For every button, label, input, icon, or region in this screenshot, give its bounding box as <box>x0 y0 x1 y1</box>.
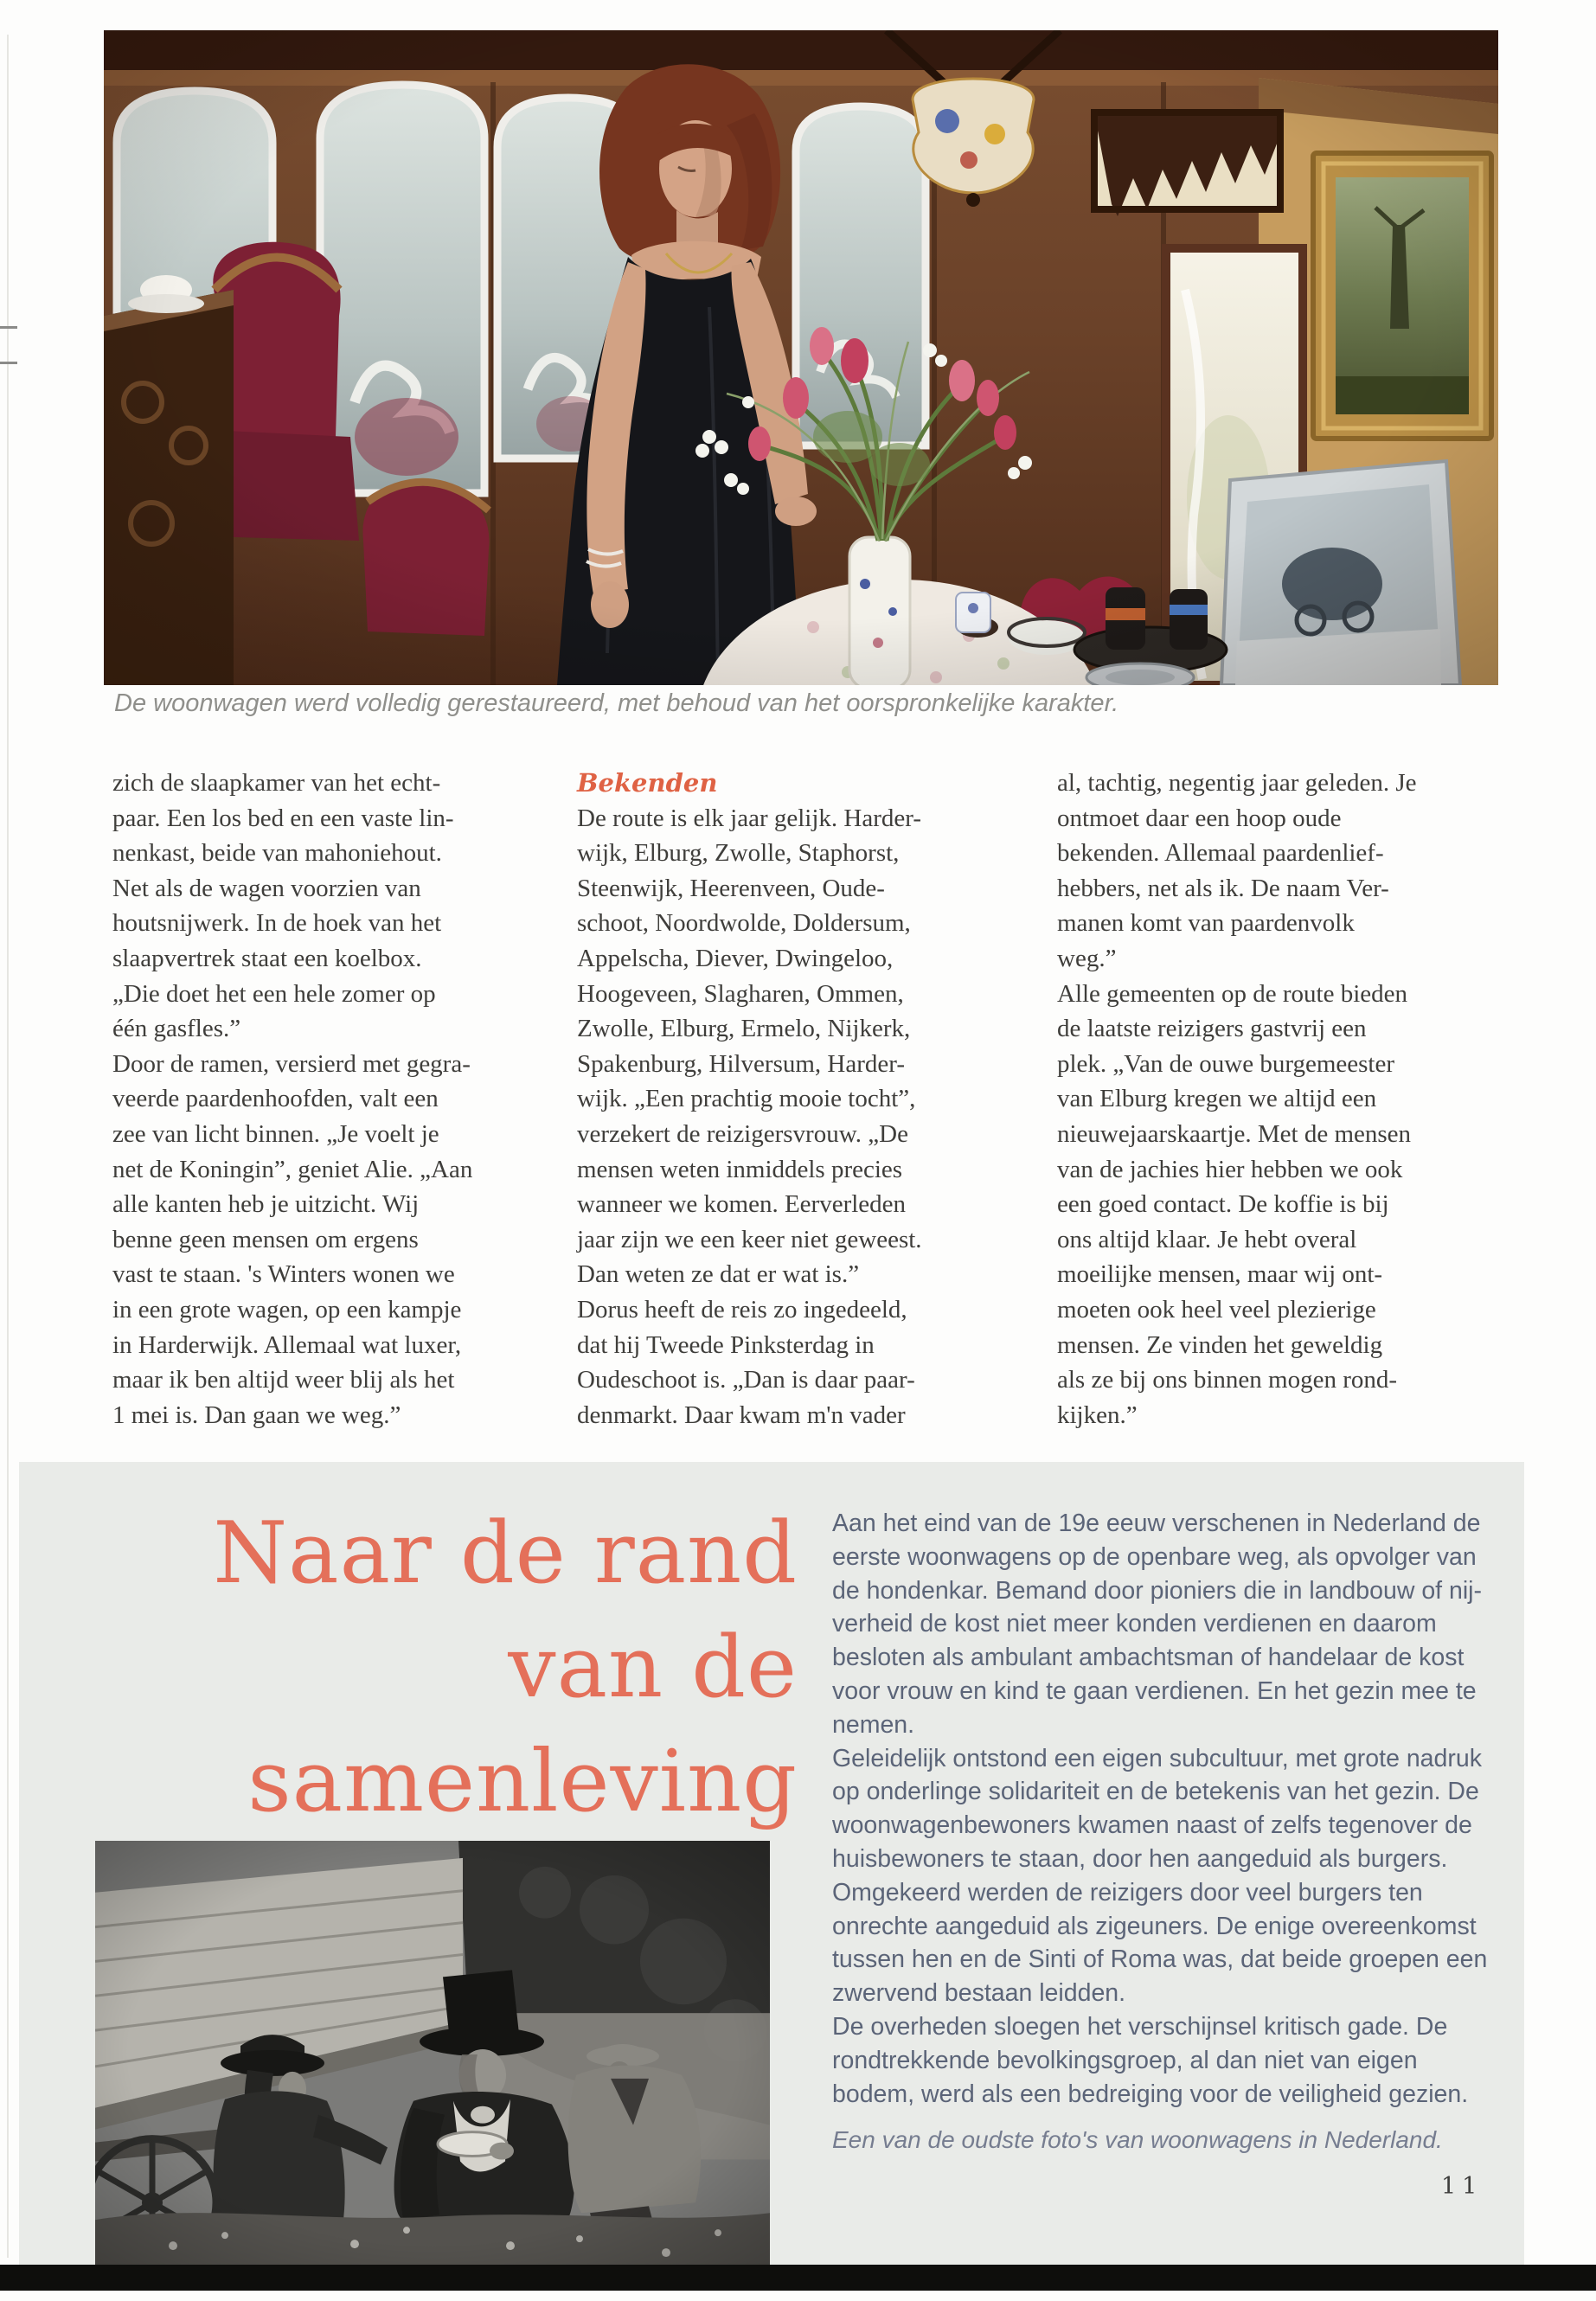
section-heading-bekenden: Bekenden <box>577 768 718 798</box>
article-column-2 <box>577 766 1022 1433</box>
sidebar-title: Naar de rand van de samenleving <box>213 1504 798 1831</box>
photo-caption: De woonwagen werd volledig gerestaureerd, met behoud van het oorspronkelijke karakter. <box>114 689 1119 717</box>
scan-edge-line <box>7 35 9 2258</box>
scan-mark <box>0 326 17 329</box>
scan-mark <box>0 362 17 364</box>
scan-black-strip <box>0 2265 1596 2291</box>
caravan-interior-photo <box>104 30 1498 685</box>
historic-woonwagen-photo <box>95 1841 770 2265</box>
article-column-1: zich de slaapkamer van het echt- paar. Een los bed en een vaste lin- nenkast, beide van mahoniehout. Net als de wagen voorzien van houtsnijwerk. In de hoek van het slaapvertrek staat een koelbox. „Die doet het een hele zomer op één gasfles.” Door de ramen, versierd met gegra- veerde paardenhoofden, valt een zee van licht binnen. „Je voelt je net de Koningin”, geniet Alie. „Aan alle kanten heb je uitzicht. Wij benne geen mensen om ergens vast te staan. 's Winters wonen we in een grote wagen, op een kampje in Harderwijk. Allemaal wat luxer, maar ik ben altijd weer blij als het 1 mei is. Dan gaan we weg.” <box>112 769 473 1429</box>
sidebar-body: Aan het eind van de 19e eeuw verschenen in Nederland de eerste woonwagens op de openbare weg, als opvolger van de hondenkar. Bemand door pioniers die in landbouw of nij- verheid de kost niet meer konden verdienen en daarom besloten als ambulant ambachtsman of handelaar de kost voor vrouw en kind te gaan verdienen. En het gezin mee te nemen. Geleidelijk ontstond een eigen subcultuur, met grote nadruk op onderlinge solidariteit en de betekenis van het gezin. De woonwagenbewoners kwamen naast of zelfs tegenover de huisbewoners te staan, door hen aangeduid als burgers. Omgekeerd werden de reizigers door veel burgers ten onrechte aangeduid als zigeuners. De enige overeenkomst tussen hen en de Sinti of Roma was, dat beide groepen een zwervend bestaan leidden. De overheden sloegen het verschijnsel kritisch gade. De rondtrekkende bevolkingsgroep, al dan niet van eigen bodem, werd als een bedreiging voor de veiligheid gezien. <box>832 1509 1488 2108</box>
article-column-2-text: De route is elk jaar gelijk. Harder- wijk, Elburg, Zwolle, Staphorst, Steenwijk, Heerenveen, Oude- schoot, Noordwolde, Doldersum, Appelscha, Diever, Dwingeloo, Hoogeveen, Slagharen, Ommen, Zwolle, Elburg, Ermelo, Nijkerk, Spakenburg, Hilversum, Harder- wijk. „Een prachtig mooie tocht”, verzekert de reizigersvrouw. „De mensen weten inmiddels precies wanneer we komen. Eerverleden jaar zijn we een keer niet geweest. Dan weten ze dat er wat is.” Dorus heeft de reis zo ingedeeld, dat hij Tweede Pinksterdag in Oudeschoot is. „Dan is daar paar- denmarkt. Daar kwam m'n vader <box>577 804 922 1429</box>
sidebar-panel <box>19 1462 1524 2265</box>
article-column-3: al, tachtig, negentig jaar geleden. Je ontmoet daar een hoop oude bekenden. Allemaal paardenlief- hebbers, net als ik. De naam Ver- manen komt van paardenvolk weg.” Alle gemeenten op de route bieden de laatste reizigers gastvrij een plek. „Van de ouwe burgemeester van Elburg kregen we altijd een nieuwejaarskaartje. Met de mensen van de jachies hier hebben we ook een goed contact. De koffie is bij ons altijd klaar. Je hebt overal moeilijke mensen, maar wij ont- moeten ook heel veel plezierige mensen. Ze vinden het geweldig als ze bij ons binnen mogen rond- kijken.” <box>1057 769 1417 1429</box>
page-number: 11 <box>1441 2173 1484 2200</box>
sidebar-photo-caption: Een van de oudste foto's van woonwagens in Nederland. <box>832 2126 1443 2153</box>
